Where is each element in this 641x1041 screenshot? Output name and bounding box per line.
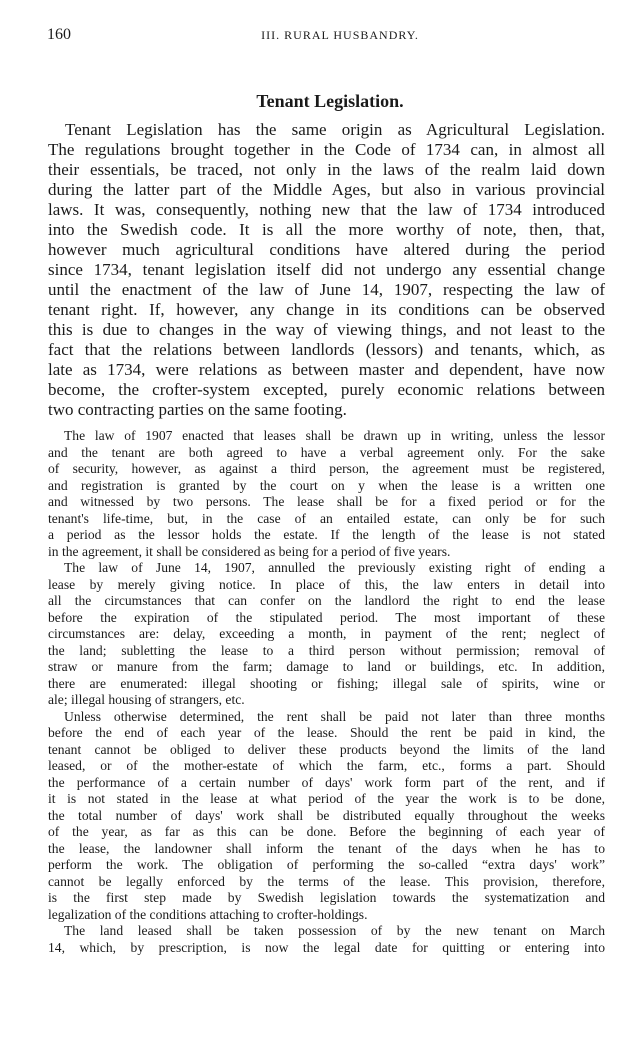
- body-text: [48, 428, 605, 956]
- text-line: Unless otherwise determined, the rent shall be paid not later than three months: [64, 708, 605, 724]
- text-line: late as 1734, were relations as between master and dependent, have now: [48, 360, 605, 379]
- paragraph: [48, 923, 605, 956]
- text-line: their essentials, be traced, not only in the laws of the realm laid down: [48, 160, 605, 179]
- text-line: the lease, the landowner shall inform the tenant of the days when he has to: [48, 840, 605, 856]
- text-line: cannot be legally enforced by the terms of the lease. This provision, therefore,: [48, 873, 605, 889]
- text-line: of security, however, as against a third person, the agreement must be registered,: [48, 461, 605, 476]
- text-line: The law of June 14, 1907, annulled the previously existing right of ending a: [64, 560, 605, 575]
- text-line: perform the work. The obligation of performing the so-called “extra days' work”: [48, 857, 605, 872]
- text-line: before the expiration of the stipulated period. The most important of these: [48, 609, 605, 625]
- text-line: into the Swedish code. It is all the more worthy of note, then, that,: [48, 220, 605, 239]
- text-line: all the circumstances that can confer on the landlord the right to end the lease: [48, 593, 605, 608]
- text-line: and the tenant are both agreed to have a verbal agreement only. For the sake: [48, 444, 605, 460]
- text-line: fact that the relations between landlords (lessors) and tenants, which, as: [48, 340, 605, 359]
- text-line: tenant's life-time, but, in the case of an entailed estate, can only be for such: [48, 510, 605, 526]
- text-line: The land leased shall be taken possession of by the new tenant on March: [64, 923, 605, 938]
- text-line: since 1734, tenant legislation itself did not undergo any essential change: [48, 260, 605, 279]
- text-line: become, the crofter-system excepted, purely economic relations between: [48, 380, 605, 399]
- text-line: and registration is granted by the court on y when the lease is a written one: [48, 477, 605, 493]
- text-line: during the latter part of the Middle Ages, but also in various provincial: [48, 180, 605, 199]
- text-line: a period as the lessor holds the estate. If the length of the lease is not stated: [48, 527, 605, 542]
- text-line: lease by merely giving notice. In place of this, the law enters in detail into: [48, 576, 605, 592]
- paragraph: [48, 709, 605, 924]
- text-line: in the agreement, it shall be considered as being for a period of five years.: [48, 543, 451, 559]
- paragraph: [48, 560, 605, 709]
- text-line: is the first step made by Swedish legislation towards the systematization and: [48, 890, 605, 905]
- text-line: there are enumerated: illegal shooting or fishing; illegal sale of spirits, wine or: [48, 675, 605, 691]
- text-line: laws. It was, consequently, nothing new that the law of 1734 introduced: [48, 200, 605, 219]
- page-number: 160: [47, 26, 71, 43]
- section-title: Tenant Legislation.: [256, 91, 404, 111]
- paragraph: [48, 428, 605, 560]
- text-line: the performance of a certain number of days' work form part of the rent, and if: [48, 774, 605, 790]
- text-line: two contracting parties on the same footing.: [48, 400, 347, 419]
- running-head: III. RURAL HUSBANDRY.: [261, 28, 419, 42]
- lead-paragraph: [48, 120, 605, 420]
- text-line: it is not stated in the lease at what period of the year the work is to be done,: [48, 791, 605, 806]
- text-line: straw or manure from the farm; damage to land or buildings, etc. In addition,: [48, 659, 605, 674]
- text-line: legalization of the conditions attaching to crofter-holdings.: [48, 906, 368, 922]
- text-line: tenant right. If, however, any change in its conditions can be observed: [48, 300, 605, 319]
- text-line: The regulations brought together in the Code of 1734 can, in almost all: [48, 140, 605, 159]
- text-line: leased, or of the mother-estate of which the farm, etc., forms a part. Should: [48, 758, 605, 773]
- text-line: circumstances are: delay, exceeding a month, in payment of the rent; neglect of: [48, 626, 605, 641]
- text-line: tenant cannot be obliged to deliver these products beyond the limits of the land: [48, 741, 605, 757]
- text-line: ale; illegal housing of strangers, etc.: [48, 692, 245, 707]
- text-line: Tenant Legislation has the same origin as Agricultural Legislation.: [65, 120, 605, 139]
- text-line: until the enactment of the law of June 14, 1907, respecting the law of: [48, 280, 605, 299]
- text-line: however much agricultural conditions have altered during the period: [48, 240, 605, 259]
- text-line: this is due to changes in the way of viewing things, and not least to the: [48, 320, 605, 339]
- text-line: 14, which, by prescription, is now the legal date for quitting or entering into: [48, 939, 605, 955]
- text-line: the land; subletting the lease to a third person without permission; removal of: [48, 642, 605, 658]
- text-line: before the end of each year of the lease. Should the rent be paid in kind, the: [48, 725, 605, 740]
- text-line: and witnessed by two persons. The lease shall be for a fixed period or for the: [48, 494, 605, 509]
- text-line: of the year, as far as this can be done. Before the beginning of each year of: [48, 824, 605, 839]
- text-line: The law of 1907 enacted that leases shall be drawn up in writing, unless the lessor: [64, 428, 605, 443]
- text-line: the total number of days' work shall be distributed equally throughout the weeks: [48, 807, 605, 823]
